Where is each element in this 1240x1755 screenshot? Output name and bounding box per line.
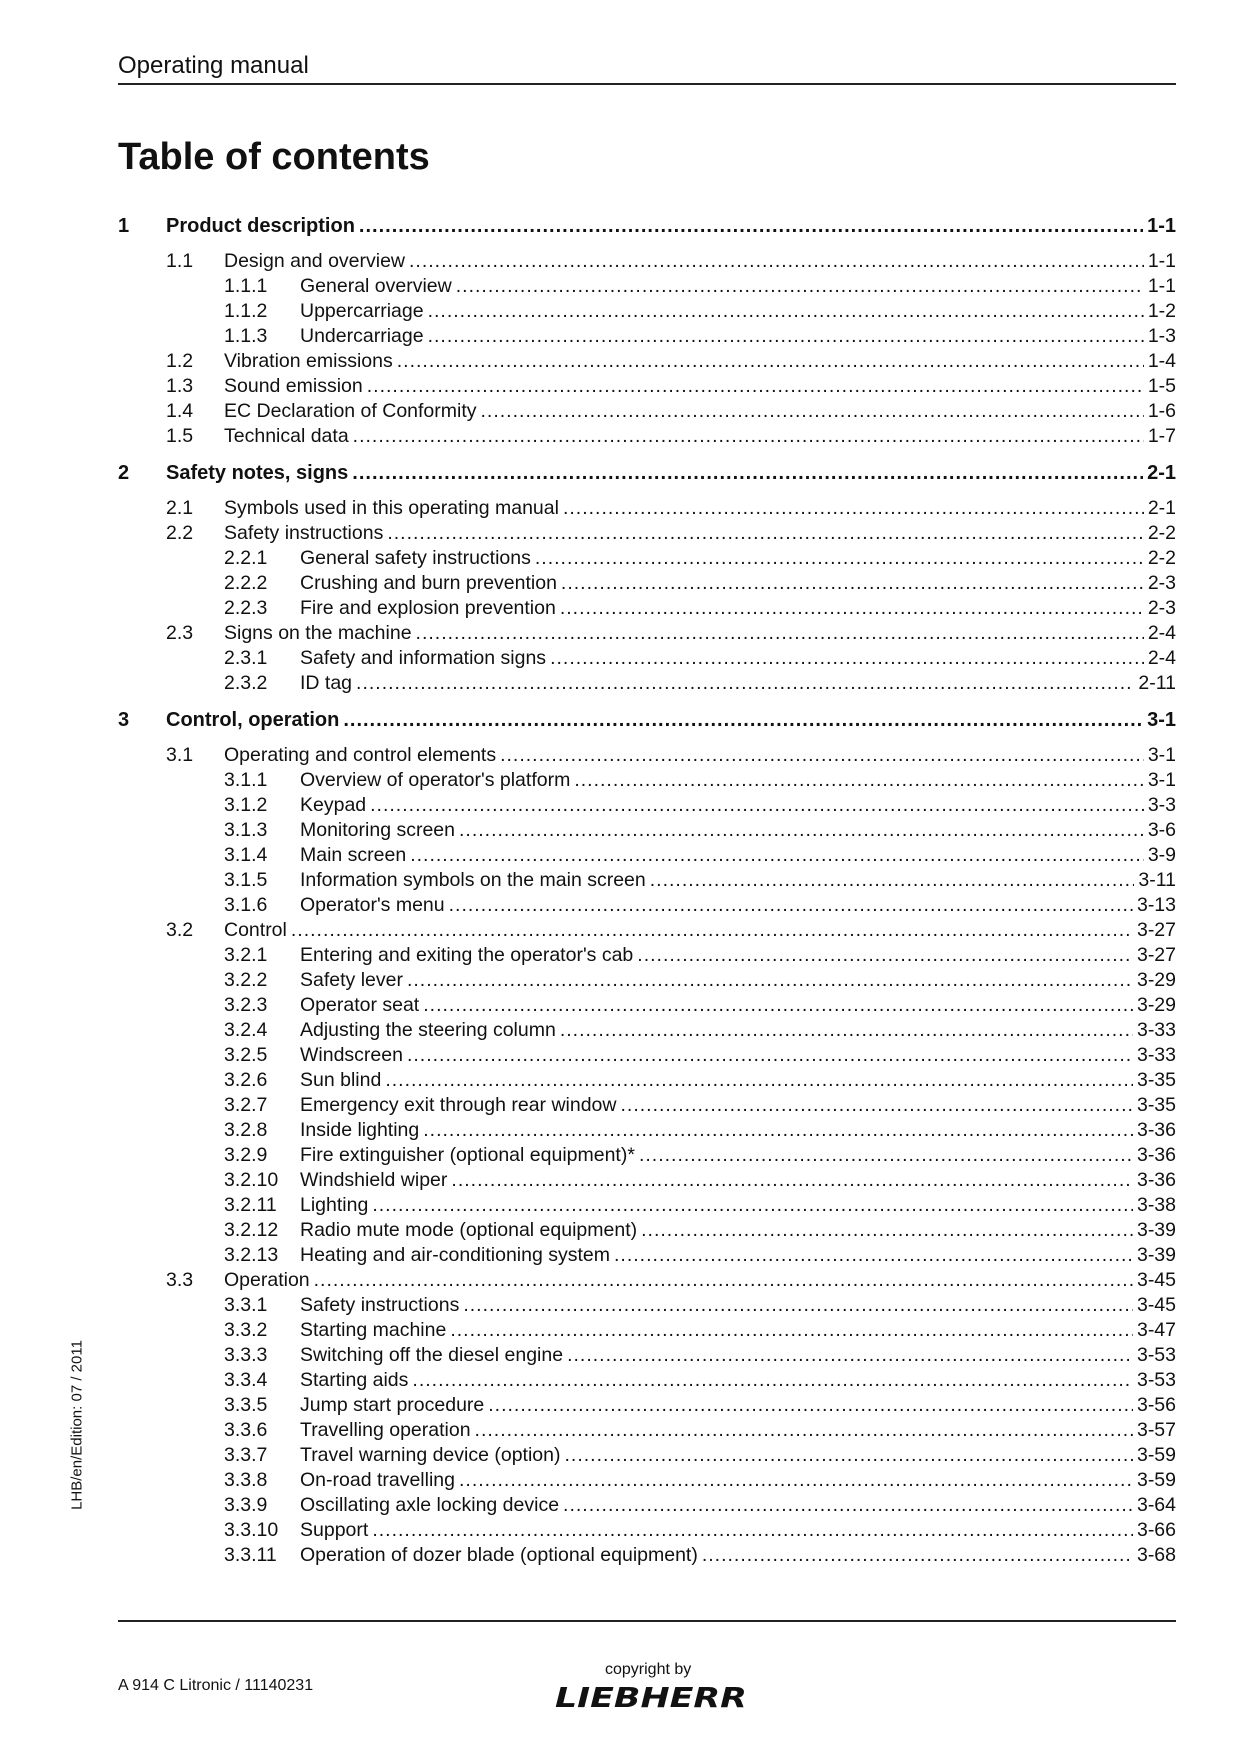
toc-entry-number: 1.5 [166,425,194,447]
dot-leader [428,324,1144,349]
dot-leader [359,214,1143,239]
toc-page-number: 3-3 [1147,794,1176,816]
toc-chapter-row [118,461,1176,486]
toc-chapter-title: Safety notes, signs [166,462,349,484]
dot-leader [412,1368,1133,1393]
toc-chapter-title: Control, operation [166,709,340,731]
toc-page-number: 2-4 [1147,647,1176,669]
toc-entry-number: 3.3.10 [224,1519,279,1541]
dot-leader [650,868,1135,893]
dot-leader [451,1168,1133,1193]
toc-entry [118,968,1176,993]
toc-chapter [118,214,1176,449]
toc-entry-number: 3.3.1 [224,1294,268,1316]
toc-page-number: 3-36 [1136,1144,1176,1166]
dot-leader [614,1243,1133,1268]
toc-entry-title: Uppercarriage [300,300,424,322]
toc-entry-number: 3.1 [166,744,194,766]
toc-entry [118,521,1176,546]
toc-entry-title: Support [300,1519,369,1541]
toc-entry-title: Operation of dozer blade (optional equipment) [300,1544,698,1566]
toc-page-number: 2-1 [1147,497,1176,519]
toc-entry-number: 2.3 [166,622,194,644]
toc-entry-number: 2.2.2 [224,572,268,594]
toc-page-number: 3-1 [1147,769,1176,791]
toc-page-number: 3-56 [1136,1394,1176,1416]
toc-entry [118,671,1176,696]
toc-page-number: 3-38 [1136,1194,1176,1216]
toc-entry [118,1268,1176,1293]
toc-entry-number: 2.1 [166,497,194,519]
toc-entry-title: Design and overview [224,250,406,272]
toc-page-number: 3-53 [1136,1369,1176,1391]
toc-entry-title: Control [224,919,287,941]
toc-page-number: 3-45 [1136,1294,1176,1316]
toc-entry-title: Safety lever [300,969,403,991]
toc-chapter-row [118,708,1176,733]
toc-entry-title: Switching off the diesel engine [300,1344,564,1366]
dot-leader [416,621,1144,646]
dot-leader [367,374,1144,399]
toc-entry-title: Adjusting the steering column [300,1019,556,1041]
toc-entry [118,424,1176,449]
toc-entry-number: 3.1.1 [224,769,268,791]
toc-entry-number: 2.2 [166,522,194,544]
dot-leader [563,496,1144,521]
toc-entry-number: 1.4 [166,400,194,422]
toc-entry-number: 3.2.4 [224,1019,268,1041]
dot-leader [353,424,1144,449]
toc-entry-number: 3.2.8 [224,1119,268,1141]
toc-entry-title: Symbols used in this operating manual [224,497,559,519]
toc-entry-number: 3.2.13 [224,1244,279,1266]
toc-page-number: 1-5 [1147,375,1176,397]
toc-chapter [118,461,1176,696]
dot-leader [639,1143,1133,1168]
dot-leader [563,1493,1133,1518]
toc-entry-title: Vibration emissions [224,350,393,372]
page-title: Table of contents [118,136,430,178]
toc-entry-title: ID tag [300,672,353,694]
toc-entry-number: 3.1.4 [224,844,268,866]
toc-entry-title: Heating and air-conditioning system [300,1244,611,1266]
toc-chapter-number: 3 [118,709,130,731]
dot-leader [567,1343,1133,1368]
toc-entry-title: General overview [300,275,452,297]
toc-entry [118,249,1176,274]
toc-page-number: 3-53 [1136,1344,1176,1366]
toc-entry [118,1343,1176,1368]
toc-page-number: 3-57 [1136,1419,1176,1441]
toc-entry-title: Signs on the machine [224,622,412,644]
toc-entry-number: 3.3.4 [224,1369,268,1391]
dot-leader [385,1068,1133,1093]
dot-leader [500,743,1144,768]
dot-leader [356,671,1134,696]
toc-entry-title: Travel warning device (option) [300,1444,561,1466]
dot-leader [488,1393,1133,1418]
toc-chapter-row [118,214,1176,239]
dot-leader [564,1443,1132,1468]
toc-entry [118,943,1176,968]
liebherr-logo-icon [555,1681,750,1711]
copyright-label: copyright by [605,1661,692,1678]
toc-entry [118,1318,1176,1343]
toc-page-number: 3-33 [1136,1019,1176,1041]
toc-entry-number: 3.3.2 [224,1319,268,1341]
toc-entry-number: 1.1.3 [224,325,268,347]
toc-entry-title: Information symbols on the main screen [300,869,646,891]
toc-entry [118,1018,1176,1043]
toc-entry [118,1168,1176,1193]
toc-entry-number: 3.2.3 [224,994,268,1016]
toc-entry [118,399,1176,424]
toc-entry-number: 3.3 [166,1269,194,1291]
toc-entry-title: Windscreen [300,1044,403,1066]
toc-page-number: 3-36 [1136,1119,1176,1141]
toc-entry-title: Starting aids [300,1369,409,1391]
toc-entry-title: Lighting [300,1194,369,1216]
toc-page-number: 2-2 [1147,547,1176,569]
toc-entry-title: Crushing and burn prevention [300,572,557,594]
toc-entry [118,596,1176,621]
toc-page-number: 1-3 [1147,325,1176,347]
toc-entry-title: Technical data [224,425,349,447]
toc-entry [118,918,1176,943]
dot-leader [459,818,1144,843]
toc-entry-number: 3.3.6 [224,1419,268,1441]
toc-entry [118,1443,1176,1468]
dot-leader [621,1093,1133,1118]
toc-entry [118,1368,1176,1393]
dot-leader [560,596,1144,621]
toc-entry-number: 3.2.2 [224,969,268,991]
dot-leader [387,521,1143,546]
toc-entry [118,546,1176,571]
toc-entry-number: 2.2.1 [224,547,268,569]
toc-entry [118,1468,1176,1493]
header-title: Operating manual [118,52,309,79]
toc-entry [118,993,1176,1018]
dot-leader [637,943,1133,968]
toc-entry [118,274,1176,299]
toc-entry-title: Operation [224,1269,310,1291]
dot-leader [410,843,1144,868]
toc-entry [118,349,1176,374]
toc-entry [118,1093,1176,1118]
toc-page-number: 2-3 [1147,572,1176,594]
toc-page-number: 3-68 [1136,1544,1176,1566]
toc-page-number: 2-4 [1147,622,1176,644]
dot-leader [456,274,1144,299]
toc-entry-number: 1.3 [166,375,194,397]
dot-leader [372,1193,1133,1218]
toc-entry-title: Windshield wiper [300,1169,448,1191]
edition-label: LHB/en/Edition: 07 / 2011 [68,1340,86,1510]
toc-entry-title: Fire extinguisher (optional equipment)* [300,1144,635,1166]
dot-leader [459,1468,1133,1493]
toc-page-number: 1-1 [1147,250,1176,272]
toc-entry-number: 3.1.3 [224,819,268,841]
dot-leader [407,968,1133,993]
toc-entry [118,1143,1176,1168]
toc-entry-title: Travelling operation [300,1419,471,1441]
toc-page-number: 3-64 [1136,1494,1176,1516]
toc-entry-title: Operator's menu [300,894,445,916]
toc-entry-number: 2.2.3 [224,597,268,619]
toc-entry-title: Main screen [300,844,407,866]
dot-leader [314,1268,1133,1293]
toc-entry-number: 3.2.6 [224,1069,268,1091]
toc-entry [118,1068,1176,1093]
dot-leader [409,249,1144,274]
toc-entry [118,621,1176,646]
toc-entry-number: 3.2.10 [224,1169,279,1191]
toc-page-number: 1-4 [1147,350,1176,372]
toc-page-number: 1-1 [1147,215,1176,237]
toc-entry [118,793,1176,818]
toc-entry-number: 3.3.9 [224,1494,268,1516]
toc-entry [118,893,1176,918]
dot-leader [397,349,1144,374]
toc-entry [118,571,1176,596]
dot-leader [574,768,1143,793]
toc-entry-title: Starting machine [300,1319,447,1341]
toc-entry-title: Fire and explosion prevention [300,597,556,619]
footer-divider [118,1620,1176,1622]
toc-entry-number: 3.3.8 [224,1469,268,1491]
dot-leader [481,399,1144,424]
toc-entry-number: 3.1.6 [224,894,268,916]
toc-entry [118,496,1176,521]
toc-entry-number: 3.2 [166,919,194,941]
toc-entry-title: Entering and exiting the operator's cab [300,944,634,966]
toc-entry-number: 2.3.2 [224,672,268,694]
toc-entry-title: General safety instructions [300,547,531,569]
toc-page-number: 3-13 [1136,894,1176,916]
dot-leader [423,993,1133,1018]
toc-entry-title: EC Declaration of Conformity [224,400,477,422]
toc-page-number: 2-2 [1147,522,1176,544]
toc-entry-title: Jump start procedure [300,1394,485,1416]
toc-page-number: 3-45 [1136,1269,1176,1291]
toc-entry [118,818,1176,843]
toc-entry-number: 3.2.11 [224,1194,277,1216]
toc-page-number: 3-36 [1136,1169,1176,1191]
dot-leader [370,793,1144,818]
toc-entry-title: Inside lighting [300,1119,420,1141]
toc-entry [118,1418,1176,1443]
dot-leader [343,708,1143,733]
toc-page-number: 1-1 [1147,275,1176,297]
toc-page-number: 3-1 [1147,744,1176,766]
toc-entry [118,1243,1176,1268]
toc-page-number: 3-66 [1136,1519,1176,1541]
toc-chapter-number: 1 [118,215,130,237]
toc-page-number: 3-47 [1136,1319,1176,1341]
dot-leader [641,1218,1133,1243]
toc-entry-title: Sun blind [300,1069,382,1091]
table-of-contents [118,214,1176,1580]
logo-wordmark: LIEBHERR [555,1681,747,1711]
dot-leader [702,1543,1133,1568]
toc-chapter-number: 2 [118,462,130,484]
toc-entry-number: 3.2.9 [224,1144,268,1166]
dot-leader [372,1518,1133,1543]
toc-page-number: 3-35 [1136,1094,1176,1116]
toc-entry-number: 1.2 [166,350,194,372]
toc-entry-title: On-road travelling [300,1469,455,1491]
toc-entry-title: Operating and control elements [224,744,497,766]
toc-entry-number: 1.1.1 [224,275,268,297]
toc-entry-number: 1.1.2 [224,300,268,322]
toc-page-number: 3-33 [1136,1044,1176,1066]
toc-entry [118,299,1176,324]
toc-page-number: 2-1 [1147,462,1176,484]
toc-entry-title: Undercarriage [300,325,424,347]
toc-entry-title: Overview of operator's platform [300,769,571,791]
toc-entry-title: Monitoring screen [300,819,455,841]
toc-page-number: 1-6 [1147,400,1176,422]
toc-entry [118,843,1176,868]
toc-entry-number: 3.3.11 [224,1544,277,1566]
toc-chapter [118,708,1176,1568]
toc-entry [118,868,1176,893]
dot-leader [449,893,1133,918]
toc-entry-title: Safety and information signs [300,647,547,669]
dot-leader [561,571,1144,596]
toc-entry [118,1518,1176,1543]
toc-page-number: 3-9 [1147,844,1176,866]
toc-entry-title: Oscillating axle locking device [300,1494,560,1516]
dot-leader [428,299,1144,324]
toc-entry-title: Safety instructions [300,1294,460,1316]
toc-entry-number: 3.2.7 [224,1094,268,1116]
toc-entry-number: 3.1.5 [224,869,268,891]
dot-leader [450,1318,1133,1343]
toc-entry-number: 2.3.1 [224,647,268,669]
toc-entry-number: 3.1.2 [224,794,268,816]
toc-chapter-title: Product description [166,215,355,237]
toc-entry-number: 3.3.3 [224,1344,268,1366]
toc-page-number: 3-11 [1138,869,1176,891]
toc-entry-number: 1.1 [166,250,194,272]
toc-entry [118,324,1176,349]
dot-leader [291,918,1133,943]
toc-page-number: 3-59 [1136,1469,1176,1491]
toc-entry-title: Operator seat [300,994,420,1016]
dot-leader [535,546,1144,571]
toc-page-number: 3-39 [1136,1244,1176,1266]
dot-leader [560,1018,1133,1043]
toc-entry [118,646,1176,671]
toc-entry [118,1493,1176,1518]
toc-entry [118,1543,1176,1568]
toc-page-number: 3-29 [1136,994,1176,1016]
toc-entry-number: 3.2.12 [224,1219,279,1241]
liebherr-logo [555,1681,750,1716]
toc-page-number: 1-2 [1147,300,1176,322]
toc-entry-number: 3.3.5 [224,1394,268,1416]
dot-leader [475,1418,1133,1443]
toc-page-number: 3-39 [1136,1219,1176,1241]
dot-leader [423,1118,1133,1143]
toc-page-number: 1-7 [1147,425,1176,447]
dot-leader [463,1293,1133,1318]
toc-entry [118,1218,1176,1243]
footer-model-label: A 914 C Litronic / 11140231 [118,1677,314,1694]
header-divider [118,83,1176,85]
dot-leader [550,646,1144,671]
toc-entry-number: 3.3.7 [224,1444,268,1466]
toc-page-number: 2-3 [1147,597,1176,619]
toc-entry-title: Emergency exit through rear window [300,1094,617,1116]
toc-page-number: 3-1 [1147,709,1176,731]
toc-entry [118,1393,1176,1418]
toc-entry [118,1293,1176,1318]
toc-page-number: 3-27 [1136,919,1176,941]
toc-page-number: 3-27 [1136,944,1176,966]
toc-entry-title: Keypad [300,794,367,816]
toc-page-number: 2-11 [1138,672,1176,694]
toc-entry-title: Radio mute mode (optional equipment) [300,1219,638,1241]
toc-page-number: 3-29 [1136,969,1176,991]
toc-entry [118,1118,1176,1143]
toc-entry [118,1193,1176,1218]
toc-page-number: 3-59 [1136,1444,1176,1466]
toc-entry [118,768,1176,793]
dot-leader [352,461,1143,486]
toc-page-number: 3-6 [1147,819,1176,841]
toc-entry-number: 3.2.1 [224,944,268,966]
toc-entry-number: 3.2.5 [224,1044,268,1066]
toc-entry-title: Sound emission [224,375,363,397]
toc-entry-title: Safety instructions [224,522,384,544]
toc-entry [118,1043,1176,1068]
toc-entry [118,374,1176,399]
dot-leader [407,1043,1133,1068]
toc-page-number: 3-35 [1136,1069,1176,1091]
toc-entry [118,743,1176,768]
